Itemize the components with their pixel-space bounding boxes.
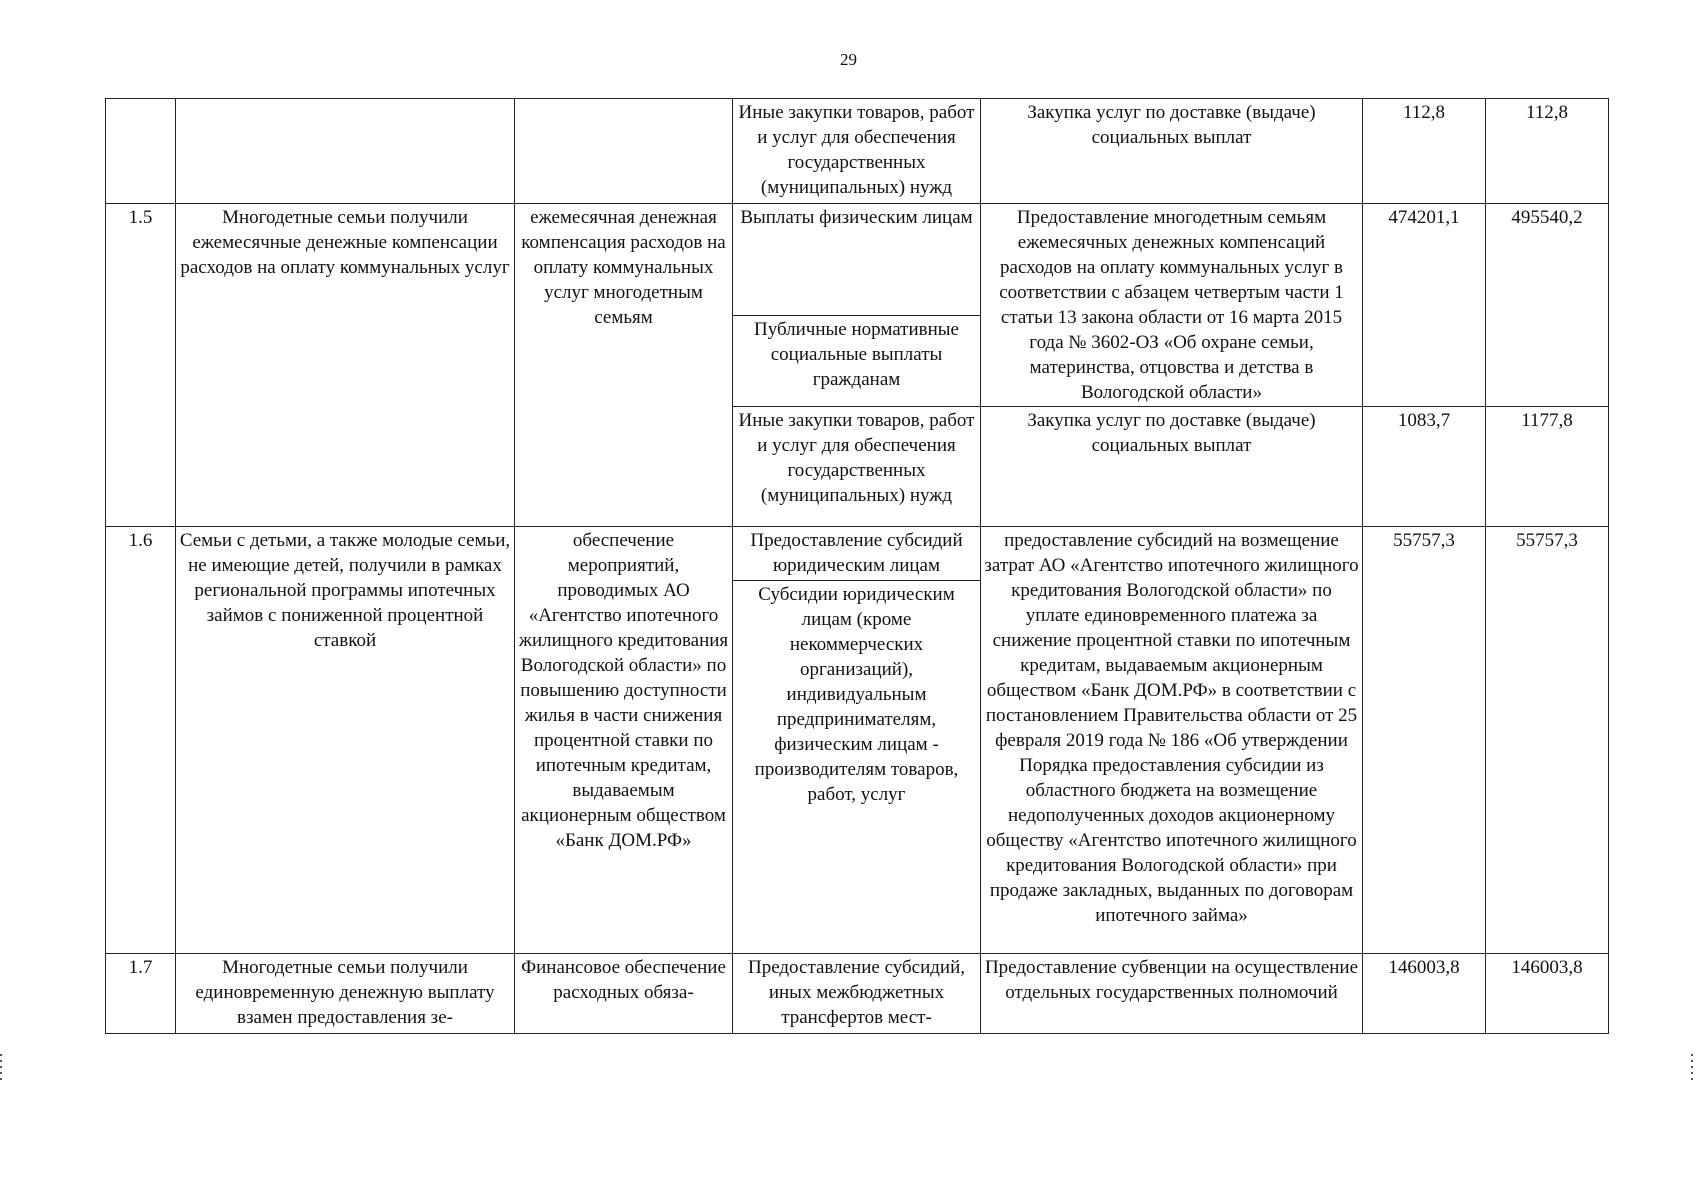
value-cell-1: 55757,3 <box>1363 527 1486 954</box>
value-cell-2: 495540,2 <box>1486 204 1609 407</box>
description-cell: Закупка услуг по доставке (выдаче) социальных выплат <box>981 407 1363 527</box>
expense-type-cell: Предоставление субсидий юридическим лицам <box>733 527 981 581</box>
value-cell-2: 1177,8 <box>1486 407 1609 527</box>
result-cell: Многодетные семьи получили единовременную денежную выплату взамен предоставления зе- <box>176 954 515 1034</box>
description-cell: Закупка услуг по доставке (выдаче) социальных выплат <box>981 99 1363 204</box>
expense-type-cell: Публичные нормативные социальные выплаты гражданам <box>733 315 981 406</box>
right-edge-marks <box>1691 1050 1697 1084</box>
measure-cell: ежемесячная денежная компенсация расходов на оплату коммунальных услуг многодетным семьям <box>515 204 733 527</box>
result-cell: Многодетные семьи получили ежемесячные денежные компенсации расходов на оплату коммунальных услуг <box>176 204 515 527</box>
row-number: 1.7 <box>106 954 176 1034</box>
expense-type-cell: Выплаты физическим лицам <box>733 204 981 316</box>
page-number: 29 <box>840 50 857 69</box>
left-edge-marks <box>0 1050 6 1084</box>
value-cell-2: 146003,8 <box>1486 954 1609 1034</box>
expense-type-cell: Предоставление субсидий, иных межбюджетных трансфертов мест- <box>733 954 981 1034</box>
value-cell-1: 474201,1 <box>1363 204 1486 407</box>
value-cell-2: 55757,3 <box>1486 527 1609 954</box>
row-number: 1.5 <box>106 204 176 527</box>
measure-cell: обеспечение мероприятий, проводимых АО «Агентство ипотечного жилищного кредитования Вологодской области» по повышению доступности жилья в части снижения процентной ставки по ипотечным кредитам, выдаваемым акционерным обществом «Банк ДОМ.РФ» <box>515 527 733 954</box>
row-number: 1.6 <box>106 527 176 954</box>
result-cell: Семьи с детьми, а также молодые семьи, не имеющие детей, получили в рамках региональной программы ипотечных займов с пониженной процентной ставкой <box>176 527 515 954</box>
value-cell-1: 1083,7 <box>1363 407 1486 527</box>
empty-cell <box>176 99 515 204</box>
description-cell: Предоставление многодетным семьям ежемесячных денежных компенсаций расходов на оплату коммунальных услуг в соответствии с абзацем четвертым части 1 статьи 13 закона области от 16 марта 2015 года № 3602-ОЗ «Об охране семьи, материнства, отцовства и детства в Вологодской области» <box>981 204 1363 407</box>
empty-cell <box>515 99 733 204</box>
measure-cell: Финансовое обеспечение расходных обяза- <box>515 954 733 1034</box>
description-cell: предоставление субсидий на возмещение затрат АО «Агентство ипотечного жилищного кредитования Вологодской области» по уплате единовременного платежа за снижение процентной ставки по ипотечным кредитам, выдаваемым акционерным обществом «Банк ДОМ.РФ» в соответствии с постановлением Правительства области от 25 февраля 2019 года № 186 «Об утверждении Порядка предоставления субсидии из областного бюджета на возмещение недополученных доходов акционерному обществу «Агентство ипотечного жилищного кредитования Вологодской области» при продаже закладных, выданных по договорам ипотечного займа» <box>981 527 1363 954</box>
value-cell-2: 112,8 <box>1486 99 1609 204</box>
expense-type-cell: Иные закупки товаров, работ и услуг для обеспечения государственных (муниципальных) нужд <box>733 99 981 204</box>
empty-cell <box>106 99 176 204</box>
expense-type-cell: Иные закупки товаров, работ и услуг для обеспечения государственных (муниципальных) нужд <box>733 407 981 527</box>
budget-table <box>105 98 1609 1034</box>
value-cell-1: 146003,8 <box>1363 954 1486 1034</box>
table-row <box>106 99 1609 204</box>
table-row <box>106 204 1609 316</box>
table-row <box>106 527 1609 581</box>
expense-type-cell: Субсидии юридическим лицам (кроме некоммерческих организаций), индивидуальным предпринимателям, физическим лицам - производителям товаров, работ, услуг <box>733 581 981 954</box>
value-cell-1: 112,8 <box>1363 99 1486 204</box>
table-row <box>106 954 1609 1034</box>
description-cell: Предоставление субвенции на осуществление отдельных государственных полномочий <box>981 954 1363 1034</box>
